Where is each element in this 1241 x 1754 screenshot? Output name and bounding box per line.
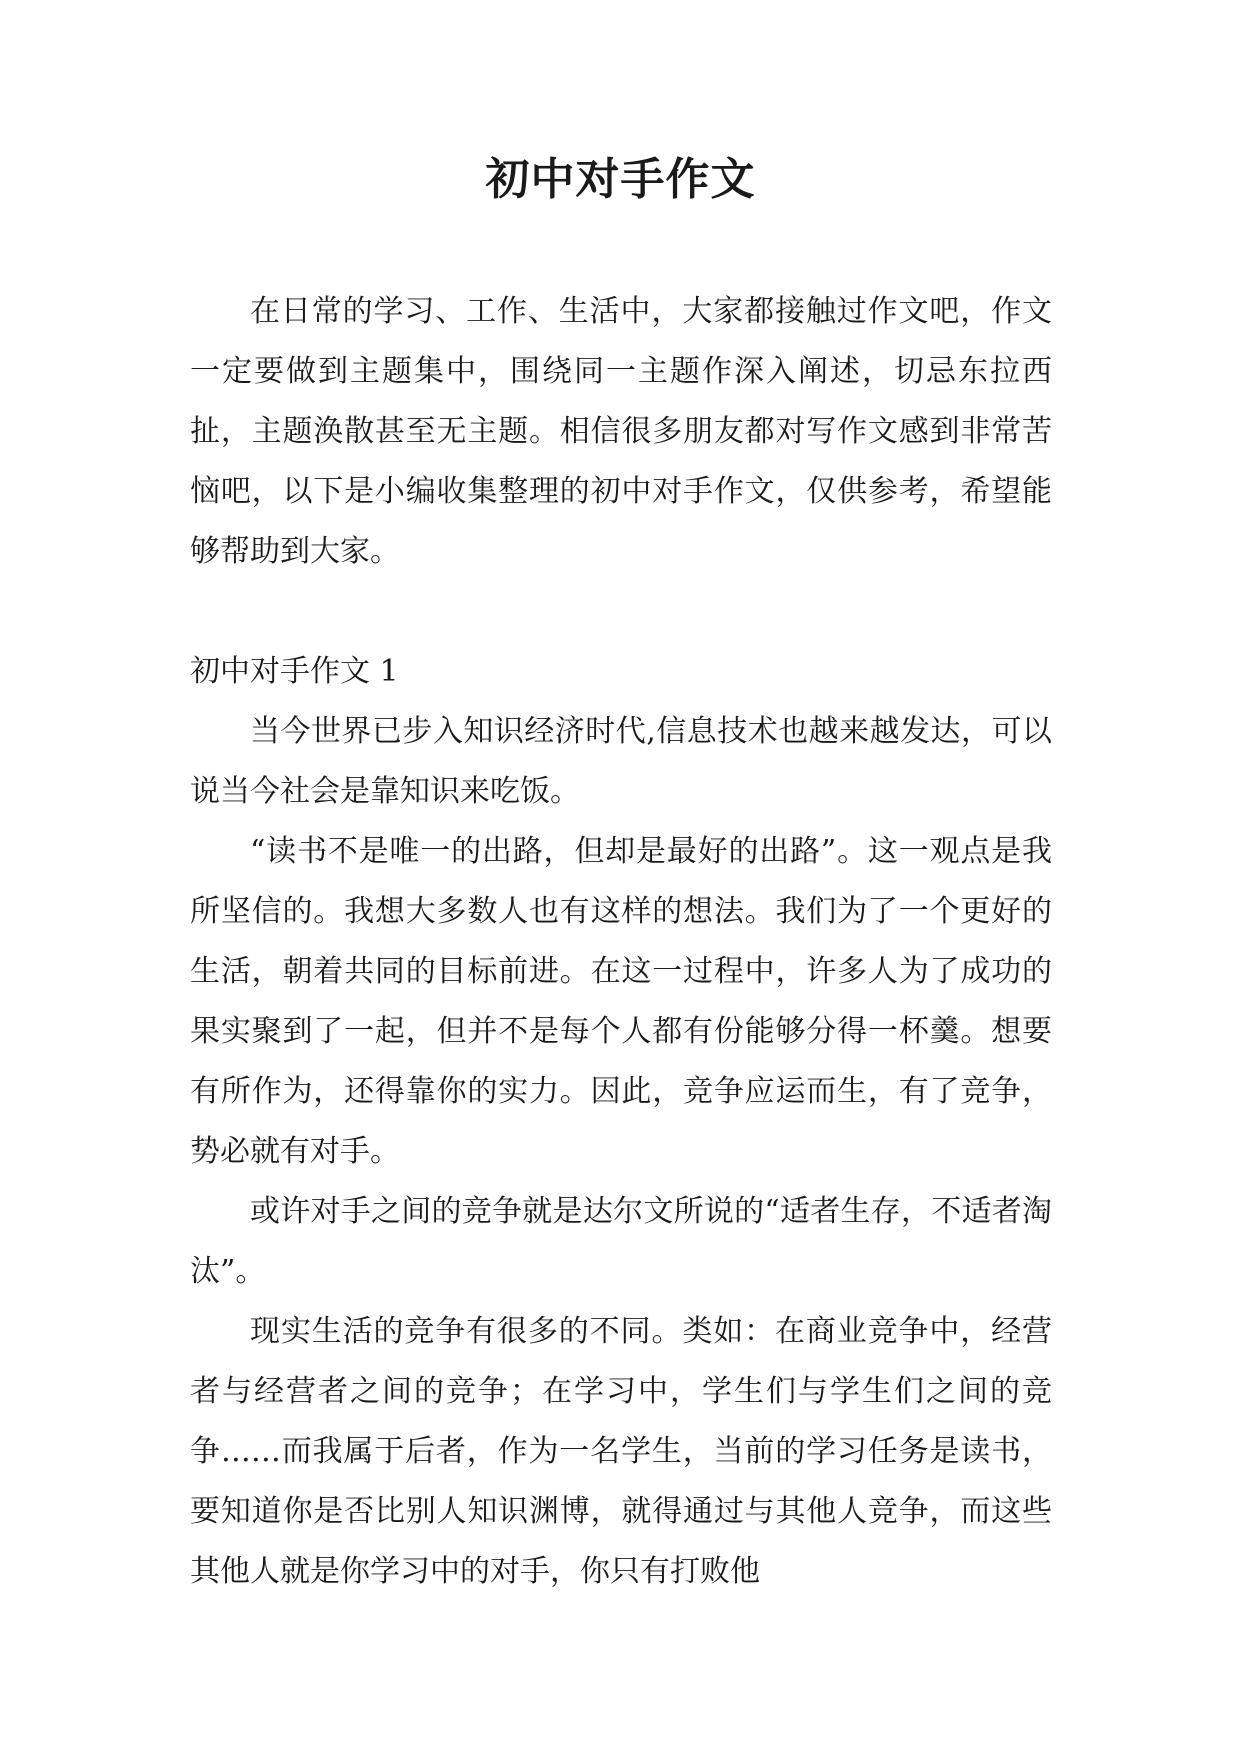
paragraph-spacer <box>190 582 1052 642</box>
body-paragraph: “读书不是唯一的出路，但却是最好的出路”。这一观点是我所坚信的。我想大多数人也有这样的想法。我们为了一个更好的生活，朝着共同的目标前进。在这一过程中，许多人为了成功的果实聚到了一起，但并不是每个人都有份能够分得一杯羹。想要有所作为，还得靠你的实力。因此，竞争应运而生，有了竞争，势必就有对手。 <box>190 834 1052 1169</box>
body-paragraph: 当今世界已步入知识经济时代,信息技术也越来越发达，可以说当今社会是靠知识来吃饭。 <box>190 714 1052 809</box>
page-title: 初中对手作文 <box>485 154 756 205</box>
section-heading: 初中对手作文 1 <box>190 654 399 689</box>
intro-paragraph: 在日常的学习、工作、生活中，大家都接触过作文吧，作文一定要做到主题集中，围绕同一主题作深入阐述，切忌东拉西扯，主题涣散甚至无主题。相信很多朋友都对写作文感到非常苦恼吧，以下是小编收集整理的初中对手作文，仅供参考，希望能够帮助到大家。 <box>190 294 1052 569</box>
document-body <box>190 282 1052 1602</box>
body-paragraph: 或许对手之间的竞争就是达尔文所说的“适者生存，不适者淘汰”。 <box>190 1194 1052 1289</box>
body-paragraph: 现实生活的竞争有很多的不同。类如：在商业竞争中，经营者与经营者之间的竞争；在学习中，学生们与学生们之间的竞争……而我属于后者，作为一名学生，当前的学习任务是读书，要知道你是否比别人知识渊博，就得通过与其他人竞争，而这些其他人就是你学习中的对手，你只有打败他 <box>190 1314 1052 1589</box>
